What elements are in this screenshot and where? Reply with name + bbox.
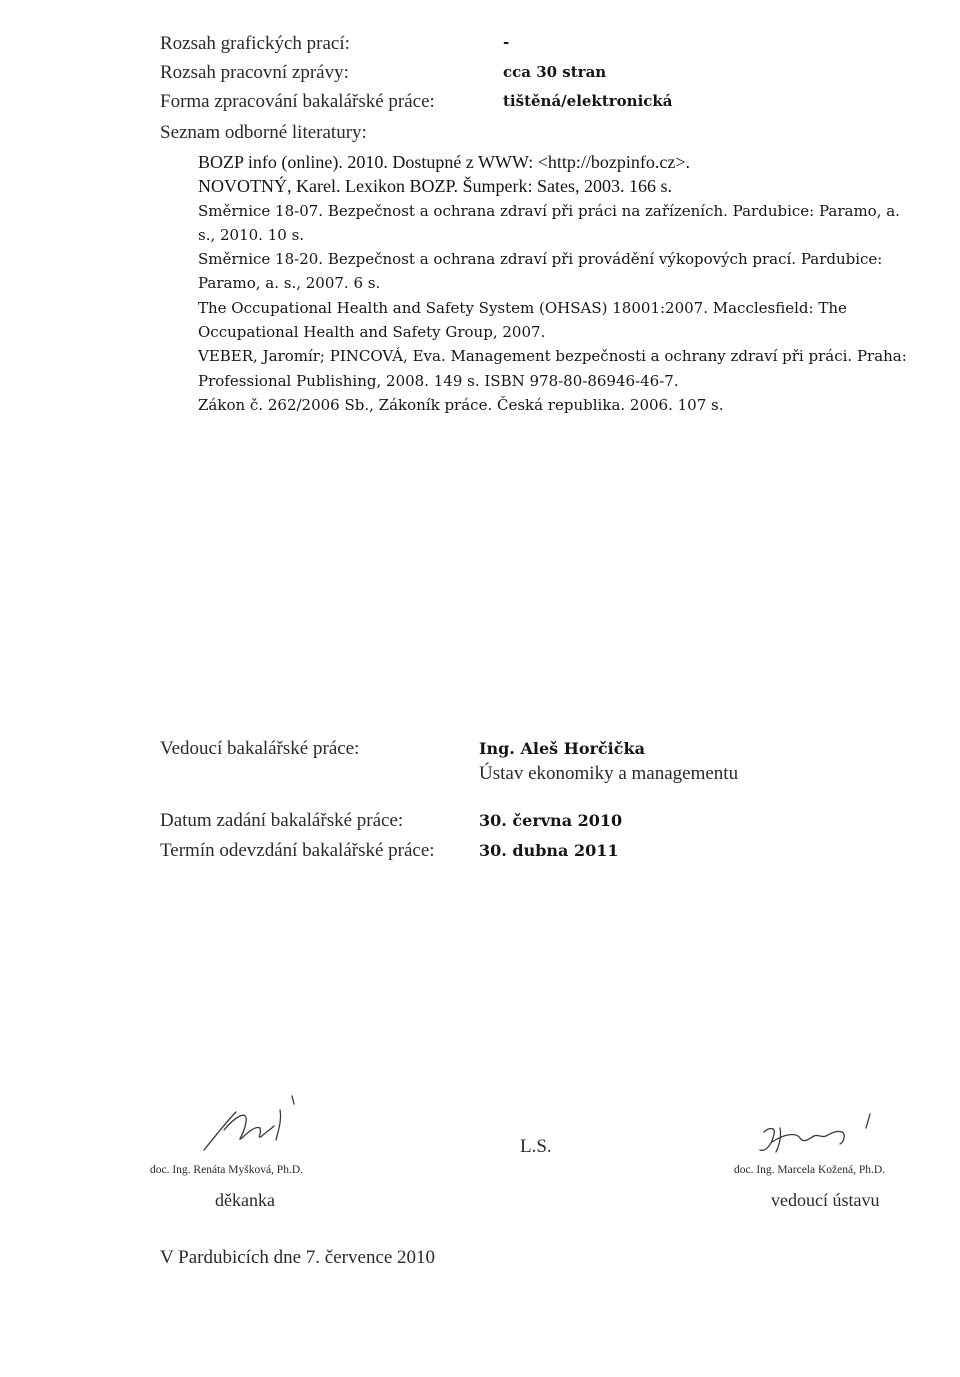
right-signatory-role: vedoucí ústavu	[771, 1190, 880, 1210]
label-report-scope: Rozsah pracovní zprávy:	[160, 62, 349, 83]
supervisor-name: Ing. Aleš Horčička	[479, 739, 645, 758]
literature-item: BOZP info (online). 2010. Dostupné z WWW: <http://bozpinfo.cz>.	[198, 152, 691, 172]
literature-item: Zákon č. 262/2006 Sb., Zákoník práce. Česká republika. 2006. 107 s.	[198, 395, 724, 414]
due-date-value: 30. dubna 2011	[479, 841, 619, 860]
supervisor-department: Ústav ekonomiky a managementu	[479, 763, 739, 784]
value-report-scope: cca 30 stran	[503, 63, 607, 81]
literature-item: Směrnice 18-20. Bezpečnost a ochrana zdraví při provádění výkopových prací. Pardubice: Paramo, a. s., 2007. 6 s.	[198, 250, 883, 293]
supervisor-label: Vedoucí bakalářské práce:	[160, 738, 360, 759]
left-signature	[196, 1090, 316, 1160]
literature-item: NOVOTNÝ, Karel. Lexikon BOZP. Šumperk: Sates, 2003. 166 s.	[198, 176, 672, 197]
literature-item: Směrnice 18-07. Bezpečnost a ochrana zdraví při práci na zařízeních. Pardubice: Paramo, a. s., 2010. 10 s.	[198, 201, 900, 244]
literature-item: VEBER, Jaromír; PINCOVÁ, Eva. Management bezpečnosti a ochrany zdraví při práci. Praha: Professional Publishing, 2008. 149 s. ISBN 978-80-86946-46-7.	[198, 347, 907, 390]
assigned-date-label: Datum zadání bakalářské práce:	[160, 810, 404, 831]
right-signatory-name: doc. Ing. Marcela Kožená, Ph.D.	[734, 1164, 886, 1176]
label-graphic-scope: Rozsah grafických prací:	[160, 33, 350, 54]
value-thesis-form: tištěná/elektronická	[503, 92, 673, 110]
literature-item: The Occupational Health and Safety System (OHSAS) 18001:2007. Macclesfield: The Occupational Health and Safety Group, 2007.	[198, 298, 847, 342]
left-signatory-role: děkanka	[215, 1190, 275, 1210]
place-date: V Pardubicích dne 7. července 2010	[160, 1247, 436, 1268]
left-signatory-name: doc. Ing. Renáta Myšková, Ph.D.	[150, 1164, 303, 1176]
due-date-label: Termín odevzdání bakalářské práce:	[160, 840, 435, 861]
right-signature	[752, 1108, 892, 1168]
literature-heading: Seznam odborné literatury:	[160, 122, 367, 143]
stamp-placeholder: L.S.	[520, 1136, 552, 1157]
value-graphic-scope: -	[503, 33, 510, 51]
literature-list	[198, 150, 910, 417]
label-thesis-form: Forma zpracování bakalářské práce:	[160, 91, 435, 112]
assigned-date-value: 30. června 2010	[479, 811, 623, 830]
